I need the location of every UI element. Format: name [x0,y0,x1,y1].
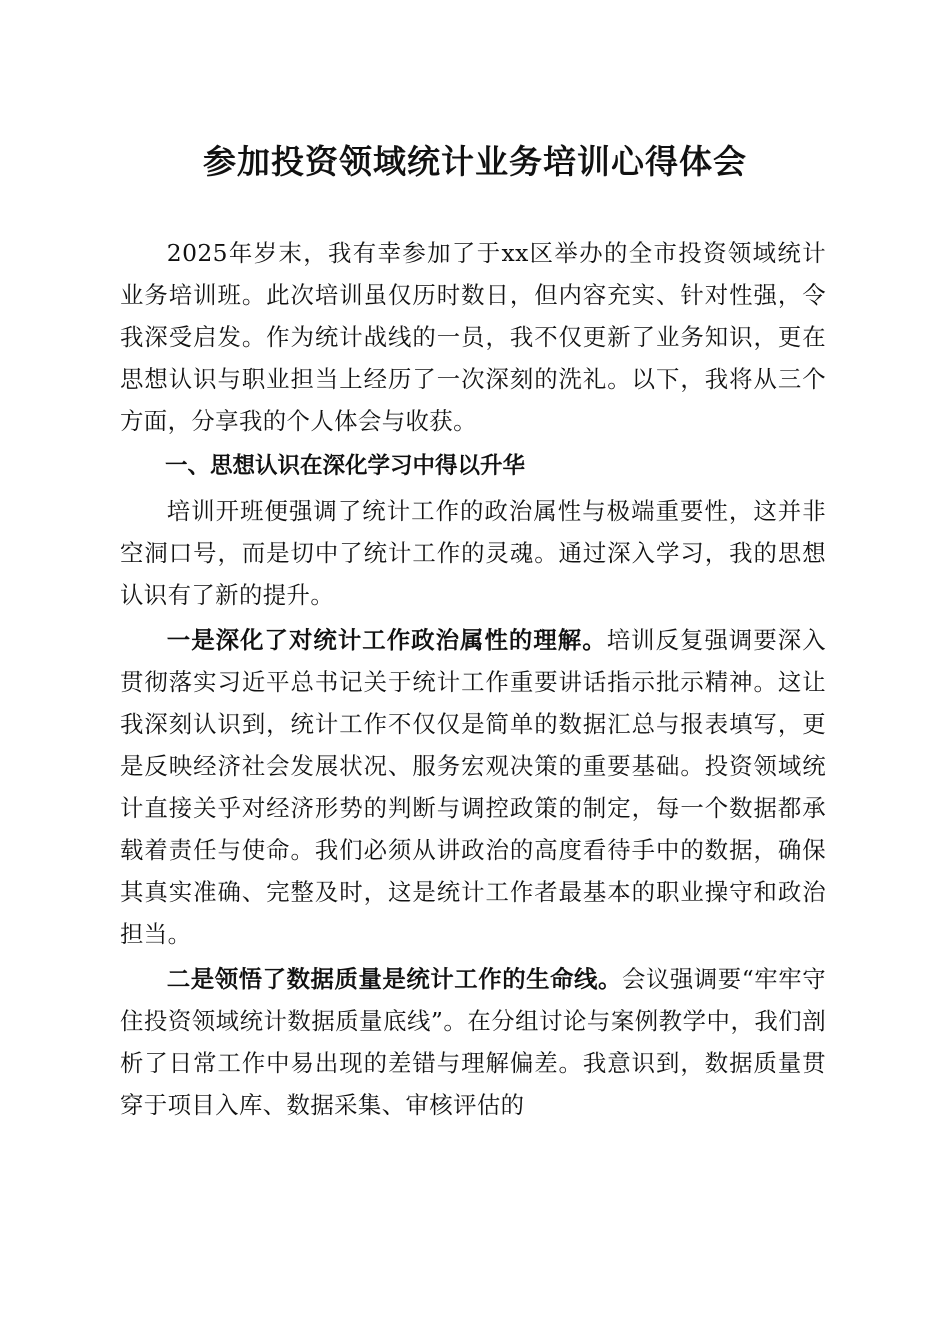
point-1-paragraph [120,619,826,955]
point-1-text: 培训反复强调要深入贯彻落实习近平总书记关于统计工作重要讲话指示批示精神。这让我深刻认识到，统计工作不仅仅是简单的数据汇总与报表填写，更是反映经济社会发展状况、服务宏观决策的重要基础。投资领域统计直接关乎对经济形势的判断与调控政策的制定，每一个数据都承载着责任与使命。我们必须从讲政治的高度看待手中的数据，确保其真实准确、完整及时，这是统计工作者最基本的职业操守和政治担当。 [120,626,826,948]
point-2-lead: 二是领悟了数据质量是统计工作的生命线。 [166,965,622,993]
point-2-paragraph [120,958,826,1126]
section-1-paragraph: 培训开班便强调了统计工作的政治属性与极端重要性，这并非空洞口号，而是切中了统计工作的灵魂。通过深入学习，我的思想认识有了新的提升。 [120,497,826,609]
document-body [120,232,826,1129]
document-title: 参加投资领域统计业务培训心得体会 [203,142,747,181]
intro-paragraph: 2025年岁末，我有幸参加了于xx区举办的全市投资领域统计业务培训班。此次培训虽仅历时数日，但内容充实、针对性强，令我深受启发。作为统计战线的一员，我不仅更新了业务知识，更在思想认识与职业担当上经历了一次深刻的洗礼。以下，我将从三个方面，分享我的个人体会与收获。 [120,239,826,435]
section-heading-1: 一、思想认识在深化学习中得以升华 [165,453,526,479]
point-1-lead: 一是深化了对统计工作政治属性的理解。 [166,626,607,654]
point-2-text: 会议强调要“牢牢守住投资领域统计数据质量底线”。在分组讨论与案例教学中，我们剖析了日常工作中易出现的差错与理解偏差。我意识到，数据质量贯穿于项目入库、数据采集、审核评估的 [120,965,826,1119]
